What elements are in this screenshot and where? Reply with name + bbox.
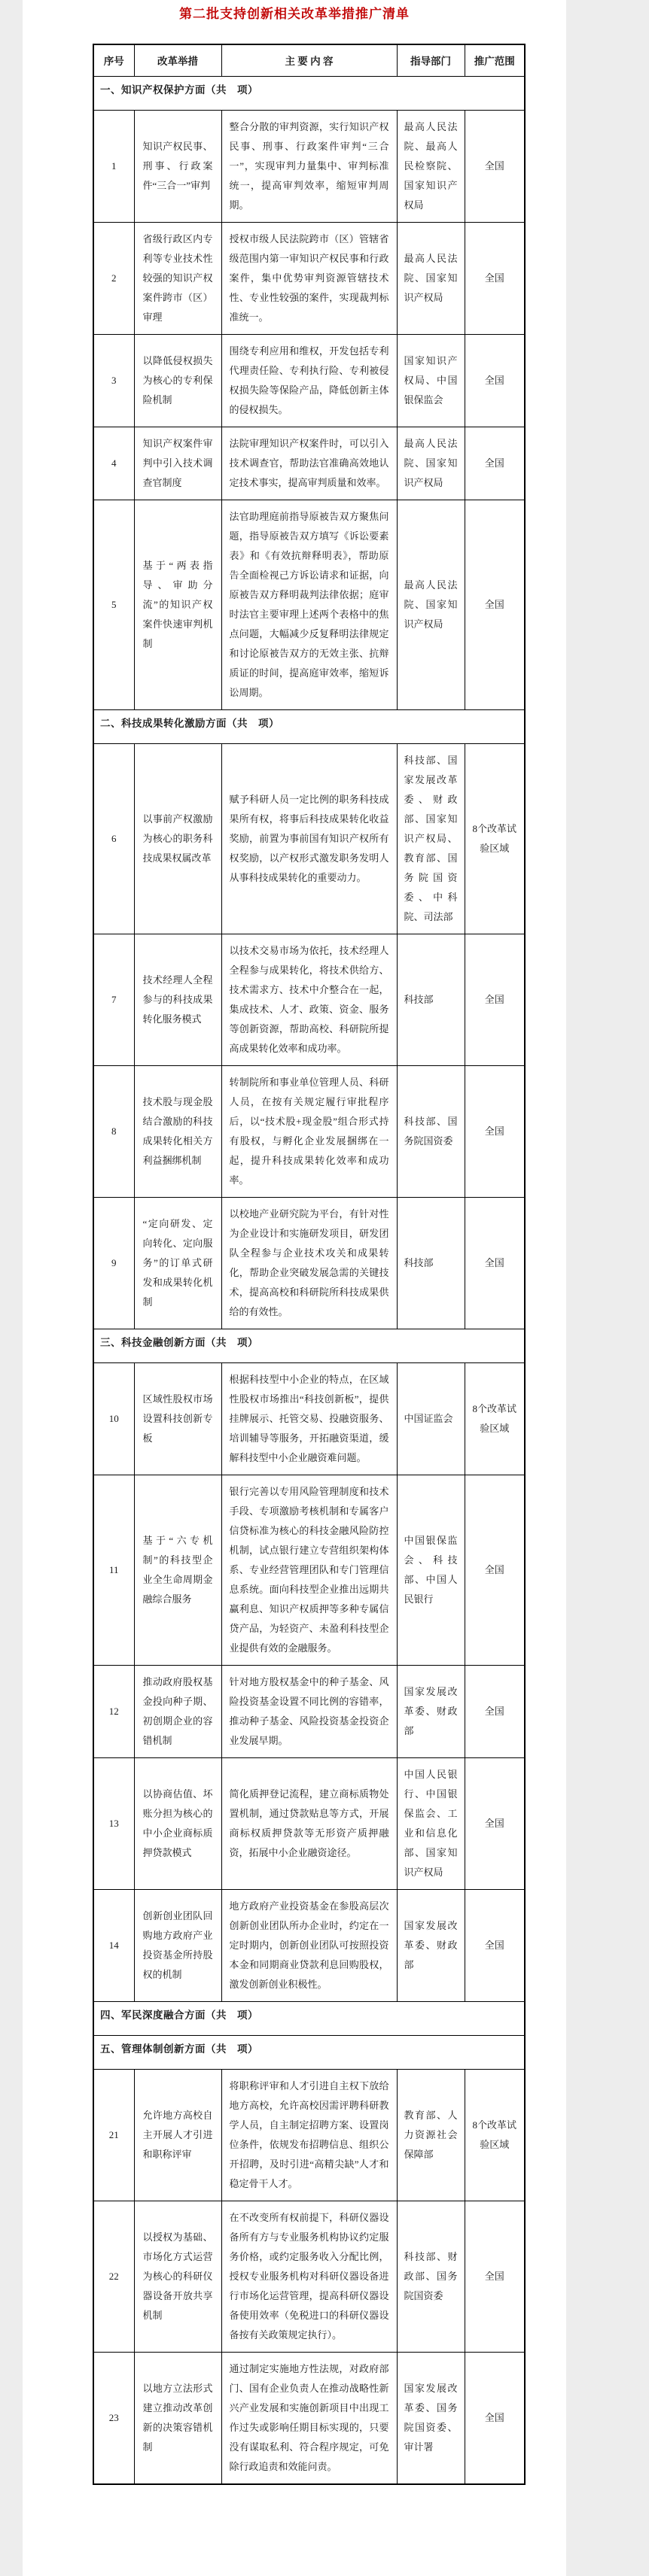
content-cell: 整合分散的审判资源，实行知识产权民事、刑事、行政案件审判“三合一”，实现审判力量集中、审判标准统一，提高审判效率，缩短审判周期。 xyxy=(221,110,397,222)
section-header-row xyxy=(93,2035,525,2069)
content-cell: 银行完善以专用风险管理制度和技术手段、专项激励考核机制和专属客户信贷标准为核心的科技金融风险防控机制，试点银行建立专营组织架构体系、专业经营管理团队和专门管理信息系统。面向科技型企业推出远期共赢利息、知识产权质押等多种专属信贷产品，为轻资产、未盈利科技型企业提供有效的金融服务。 xyxy=(221,1475,397,1665)
measure-cell: 基于“两表指导、审助分流”的知识产权案件快速审判机制 xyxy=(134,500,221,709)
measure-cell: 允许地方高校自主开展人才引进和职称评审 xyxy=(134,2069,221,2201)
measure-cell: 创新创业团队回购地方政府产业投资基金所持股权的机制 xyxy=(134,1889,221,2001)
department-cell: 最高人民法院、国家知识产权局 xyxy=(397,222,465,334)
column-header-no: 序号 xyxy=(93,44,134,76)
measure-cell: 技术经理人全程参与的科技成果转化服务模式 xyxy=(134,934,221,1065)
measure-cell: 以降低侵权损失为核心的专利保险机制 xyxy=(134,334,221,427)
department-cell: 国家发展改革委、财政部 xyxy=(397,1665,465,1757)
scope-cell: 全国 xyxy=(465,427,525,500)
row-number-cell: 13 xyxy=(93,1757,134,1889)
section-label: 五、管理体制创新方面（共 项） xyxy=(93,2035,525,2069)
scope-cell: 全国 xyxy=(465,1889,525,2001)
row-number-cell: 11 xyxy=(93,1475,134,1665)
table-row xyxy=(93,334,525,427)
row-number-cell: 9 xyxy=(93,1197,134,1329)
table-row xyxy=(93,427,525,500)
table-row xyxy=(93,2352,525,2484)
measure-cell: 推动政府股权基金投向种子期、初创期企业的容错机制 xyxy=(134,1665,221,1757)
section-header-row xyxy=(93,76,525,110)
scope-cell: 全国 xyxy=(465,1665,525,1757)
department-cell: 最高人民法院、国家知识产权局 xyxy=(397,427,465,500)
content-cell: 简化质押登记流程，建立商标质物处置机制，通过贷款贴息等方式，开展商标权质押贷款等无形资产质押融资，拓展中小企业融资途径。 xyxy=(221,1757,397,1889)
row-number-cell: 8 xyxy=(93,1065,134,1197)
department-cell: 国家知识产权局、中国银保监会 xyxy=(397,334,465,427)
department-cell: 国家发展改革委、财政部 xyxy=(397,1889,465,2001)
row-number-cell: 10 xyxy=(93,1362,134,1475)
row-number-cell: 21 xyxy=(93,2069,134,2201)
scope-cell: 全国 xyxy=(465,1065,525,1197)
column-header-department: 指导部门 xyxy=(397,44,465,76)
content-cell: 地方政府产业投资基金在参股高层次创新创业团队所办企业时，约定在一定时期内，创新创业团队可按照投资本金和同期商业贷款利息回购股权，激发创新创业积极性。 xyxy=(221,1889,397,2001)
measure-cell: 基于“六专机制”的科技型企业全生命周期金融综合服务 xyxy=(134,1475,221,1665)
table-row xyxy=(93,1665,525,1757)
row-number-cell: 5 xyxy=(93,500,134,709)
row-number-cell: 12 xyxy=(93,1665,134,1757)
department-cell: 中国银保监会、科技部、中国人民银行 xyxy=(397,1475,465,1665)
section-label: 四、军民深度融合方面（共 项） xyxy=(93,2001,525,2035)
department-cell: 国家发展改革委、国务院国资委、审计署 xyxy=(397,2352,465,2484)
row-number-cell: 23 xyxy=(93,2352,134,2484)
content-cell: 在不改变所有权前提下，科研仪器设备所有方与专业服务机构协议约定服务价格，或约定服务收入分配比例，授权专业服务机构对科研仪器设备进行市场化运营管理，提高科研仪器设备使用效率（免税进口的科研仪器设备按有关政策规定执行）。 xyxy=(221,2201,397,2352)
section-header-row xyxy=(93,709,525,743)
table-row xyxy=(93,2201,525,2352)
department-cell: 科技部 xyxy=(397,1197,465,1329)
measure-cell: 以事前产权激励为核心的职务科技成果权属改革 xyxy=(134,743,221,934)
row-number-cell: 7 xyxy=(93,934,134,1065)
department-cell: 中国证监会 xyxy=(397,1362,465,1475)
row-number-cell: 1 xyxy=(93,110,134,222)
department-cell: 最高人民法院、国家知识产权局 xyxy=(397,500,465,709)
content-cell: 授权市级人民法院跨市（区）管辖省级范围内第一审知识产权民事和行政案件，集中优势审判资源管辖技术性、专业性较强的案件，实现裁判标准统一。 xyxy=(221,222,397,334)
measure-cell: 知识产权案件审判中引入技术调查官制度 xyxy=(134,427,221,500)
table-row xyxy=(93,500,525,709)
table-row xyxy=(93,2069,525,2201)
table-row xyxy=(93,1475,525,1665)
section-label: 一、知识产权保护方面（共 项） xyxy=(93,76,525,110)
scope-cell: 8个改革试验区域 xyxy=(465,743,525,934)
content-cell: 将职称评审和人才引进自主权下放给地方高校，允许高校因需评聘科研教学人员，自主制定招聘方案、设置岗位条件，依规发布招聘信息、组织公开招聘，及时引进“高精尖缺”人才和稳定骨干人才。 xyxy=(221,2069,397,2201)
measure-cell: 区域性股权市场设置科技创新专板 xyxy=(134,1362,221,1475)
department-cell: 教育部、人力资源社会保障部 xyxy=(397,2069,465,2201)
row-number-cell: 2 xyxy=(93,222,134,334)
content-cell: 法官助理庭前指导原被告双方聚焦问题，指导原被告双方填写《诉讼要素表》和《有效抗辩释明表》，帮助原告全面检视己方诉讼请求和证据，向原被告双方释明裁判法律依据；庭审时法官主要审理上述两个表格中的焦点问题，大幅减少反复释明法律规定和讨论原被告双方的无效主张、抗辩质证的时间，提高庭审效率，缩短诉讼周期。 xyxy=(221,500,397,709)
scope-cell: 全国 xyxy=(465,222,525,334)
reform-measures-table xyxy=(93,44,526,2485)
section-header-row xyxy=(93,1329,525,1362)
content-cell: 针对地方股权基金中的种子基金、风险投资基金设置不同比例的容错率，推动种子基金、风险投资基金投资企业发展早期。 xyxy=(221,1665,397,1757)
scope-cell: 全国 xyxy=(465,1757,525,1889)
column-header-scope: 推广范围 xyxy=(465,44,525,76)
content-cell: 以校地产业研究院为平台，有针对性为企业设计和实施研发项目，研发团队全程参与企业技术攻关和成果转化，帮助企业突破发展急需的关键技术，提高高校和科研院所科技成果供给的有效性。 xyxy=(221,1197,397,1329)
table-row xyxy=(93,222,525,334)
department-cell: 中国人民银行、中国银保监会、工业和信息化部、国家知识产权局 xyxy=(397,1757,465,1889)
department-cell: 科技部、财政部、国务院国资委 xyxy=(397,2201,465,2352)
measure-cell: 知识产权民事、刑事、行政案件“三合一”审判 xyxy=(134,110,221,222)
row-number-cell: 22 xyxy=(93,2201,134,2352)
measure-cell: “定向研发、定向转化、定向服务”的订单式研发和成果转化机制 xyxy=(134,1197,221,1329)
content-cell: 转制院所和事业单位管理人员、科研人员，在按有关规定履行审批程序后，以“技术股+现金股”组合形式持有股权，与孵化企业发展捆绑在一起，提升科技成果转化效率和成功率。 xyxy=(221,1065,397,1197)
scope-cell: 8个改革试验区域 xyxy=(465,1362,525,1475)
table-row xyxy=(93,1889,525,2001)
row-number-cell: 6 xyxy=(93,743,134,934)
content-cell: 赋予科研人员一定比例的职务科技成果所有权，将事后科技成果转化收益奖励，前置为事前国有知识产权所有权奖励，以产权形式激发职务发明人从事科技成果转化的重要动力。 xyxy=(221,743,397,934)
scope-cell: 全国 xyxy=(465,1197,525,1329)
row-number-cell: 14 xyxy=(93,1889,134,2001)
scope-cell: 全国 xyxy=(465,934,525,1065)
department-cell: 最高人民法院、最高人民检察院、国家知识产权局 xyxy=(397,110,465,222)
content-cell: 围绕专利应用和维权，开发包括专利代理责任险、专利执行险、专利被侵权损失险等保险产品，降低创新主体的侵权损失。 xyxy=(221,334,397,427)
table-row xyxy=(93,1065,525,1197)
scope-cell: 全国 xyxy=(465,500,525,709)
measure-cell: 技术股与现金股结合激励的科技成果转化相关方利益捆绑机制 xyxy=(134,1065,221,1197)
section-header-row xyxy=(93,2001,525,2035)
table-row xyxy=(93,743,525,934)
content-cell: 法院审理知识产权案件时，可以引入技术调查官，帮助法官准确高效地认定技术事实，提高审判质量和效率。 xyxy=(221,427,397,500)
table-body xyxy=(93,76,525,2484)
column-header-measure: 改革举措 xyxy=(134,44,221,76)
content-cell: 通过制定实施地方性法规，对政府部门、国有企业负责人在推动战略性新兴产业发展和实施创新项目中出现工作过失或影响任期目标实现的，只要没有谋取私利、符合程序规定，可免除行政追责和效能问责。 xyxy=(221,2352,397,2484)
row-number-cell: 3 xyxy=(93,334,134,427)
scope-cell: 全国 xyxy=(465,334,525,427)
row-number-cell: 4 xyxy=(93,427,134,500)
table-row xyxy=(93,110,525,222)
department-cell: 科技部、国家发展改革委、财政部、国家知识产权局、教育部、国务院国资委、中科院、司法部 xyxy=(397,743,465,934)
table-header-row xyxy=(93,44,525,76)
document-page xyxy=(23,0,566,2576)
department-cell: 科技部、国务院国资委 xyxy=(397,1065,465,1197)
table-row xyxy=(93,1362,525,1475)
column-header-content: 主 要 内 容 xyxy=(221,44,397,76)
measure-cell: 以协商估值、坏账分担为核心的中小企业商标质押贷款模式 xyxy=(134,1757,221,1889)
scope-cell: 全国 xyxy=(465,1475,525,1665)
table-row xyxy=(93,1757,525,1889)
section-label: 二、科技成果转化激励方面（共 项） xyxy=(93,709,525,743)
table-row xyxy=(93,1197,525,1329)
department-cell: 科技部 xyxy=(397,934,465,1065)
measure-cell: 以授权为基础、市场化方式运营为核心的科研仪器设备开放共享机制 xyxy=(134,2201,221,2352)
scope-cell: 全国 xyxy=(465,110,525,222)
scope-cell: 8个改革试验区域 xyxy=(465,2069,525,2201)
scope-cell: 全国 xyxy=(465,2201,525,2352)
table-row xyxy=(93,934,525,1065)
measure-cell: 以地方立法形式建立推动改革创新的决策容错机制 xyxy=(134,2352,221,2484)
content-cell: 以技术交易市场为依托，技术经理人全程参与成果转化，将技术供给方、技术需求方、技术中介整合在一起，集成技术、人才、政策、资金、服务等创新资源，帮助高校、科研院所提高成果转化效率和成功率。 xyxy=(221,934,397,1065)
section-label: 三、科技金融创新方面（共 项） xyxy=(93,1329,525,1362)
content-cell: 根据科技型中小企业的特点，在区域性股权市场推出“科技创新板”，提供挂牌展示、托管交易、投融资服务、培训辅导等服务，开拓融资渠道，缓解科技型中小企业融资难问题。 xyxy=(221,1362,397,1475)
measure-cell: 省级行政区内专利等专业技术性较强的知识产权案件跨市（区）审理 xyxy=(134,222,221,334)
scope-cell: 全国 xyxy=(465,2352,525,2484)
page-title: 第二批支持创新相关改革举措推广清单 xyxy=(179,7,410,21)
